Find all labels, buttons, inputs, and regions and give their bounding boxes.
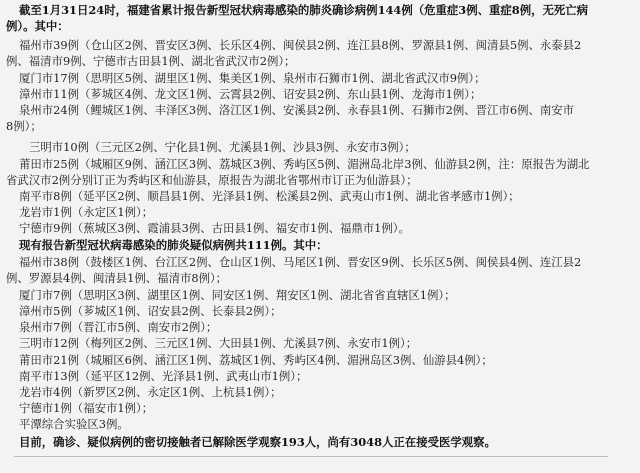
confirmed-fuzhou-line-1: 福州市39例（仓山区2例、晋安区3例、长乐区4例、闽侯县2例、连江县8例、罗源县1例、闽清县5例、永泰县2 xyxy=(19,38,582,52)
confirmed-longyan: 龙岩市1例（永定区1例）； xyxy=(19,205,154,219)
confirmed-putian-line-2: 省武汉市2例分别订正为秀屿区和仙游县，原报告为湖北省鄂州市订正为仙游县）； xyxy=(6,173,418,187)
summary-suspected: 现有报告新型冠状病毒感染的肺炎疑似病例共111例。其中： xyxy=(19,238,328,252)
suspected-putian: 莆田市21例（城厢区6例、涵江区1例、荔城区1例、秀屿区4例、湄洲岛区3例、仙游县4例）； xyxy=(19,353,493,367)
suspected-xiamen: 厦门市7例（思明区3例、湖里区1例、同安区1例、翔安区1例、湖北省省直辖区1例）； xyxy=(19,288,456,302)
confirmed-zhangzhou: 漳州市11例（芗城区4例、龙文区1例、云霄县2例、诏安县2例、东山县1例、龙海市1例）； xyxy=(19,87,482,101)
suspected-longyan: 龙岩市4例（新罗区2例、永定区1例、上杭县1例）； xyxy=(19,385,282,399)
close-contacts-summary: 目前，确诊、疑似病例的密切接触者已解除医学观察193人，尚有3048人正在接受医学观察。 xyxy=(19,435,496,449)
suspected-zhangzhou: 漳州市5例（芗城区1例、诏安县2例、长泰县2例）； xyxy=(19,304,282,318)
confirmed-ningde: 宁德市9例（蕉城区3例、霞浦县3例、古田县1例、福安市1例、福鼎市1例）。 xyxy=(19,221,410,235)
suspected-fuzhou-line-2: 例、罗源县4例、闽清县1例、福清市8例）； xyxy=(6,271,228,285)
bottom-divider xyxy=(14,456,608,457)
suspected-fuzhou-line-1: 福州市38例（鼓楼区1例、台江区2例、仓山区1例、马尾区1例、晋安区9例、长乐区5例、闽侯县4例、连江县2 xyxy=(19,255,582,269)
confirmed-quanzhou-line-2: 8例）； xyxy=(6,119,42,133)
suspected-pingtan: 平潭综合实验区3例。 xyxy=(19,417,129,431)
confirmed-xiamen: 厦门市17例（思明区5例、湖里区1例、集美区1例、泉州市石狮市1例、湖北省武汉市9例）； xyxy=(19,71,486,85)
confirmed-sanming: 三明市10例（三元区2例、宁化县1例、尤溪县1例、沙县3例、永安市3例）； xyxy=(29,140,416,154)
summary-confirmed-line-1: 截至1月31日24时，福建省累计报告新型冠状病毒感染的肺炎确诊病例144例（危重症3例、重症8例，无死亡病 xyxy=(19,3,589,17)
suspected-nanping: 南平市13例（延平区12例、光泽县1例、武夷山市1例）； xyxy=(19,369,308,383)
confirmed-putian-line-1: 莆田市25例（城厢区9例、涵江区3例、荔城区3例、秀屿区5例、湄洲岛北岸3例、仙游县2例，注：原报告为湖北 xyxy=(19,157,590,171)
summary-confirmed-line-2: 例）。其中： xyxy=(6,19,69,33)
suspected-ningde: 宁德市1例（福安市1例）； xyxy=(19,401,154,415)
confirmed-fuzhou-line-2: 例、福清市9例、宁德市古田县1例、湖北省武汉市2例）； xyxy=(6,54,296,68)
confirmed-quanzhou-line-1: 泉州市24例（鲤城区1例、丰泽区3例、洛江区1例、安溪县2例、永春县1例、石狮市2例、晋江市6例、南安市 xyxy=(19,103,575,117)
confirmed-nanping: 南平市8例（延平区2例、顺昌县1例、光泽县1例、松溪县2例、武夷山市1例、湖北省孝感市1例）； xyxy=(19,189,520,203)
suspected-sanming: 三明市12例（梅列区2例、三元区1例、大田县1例、尤溪县7例、永安市1例）； xyxy=(19,336,418,350)
suspected-quanzhou: 泉州市7例（晋江市5例、南安市2例）； xyxy=(19,320,218,334)
